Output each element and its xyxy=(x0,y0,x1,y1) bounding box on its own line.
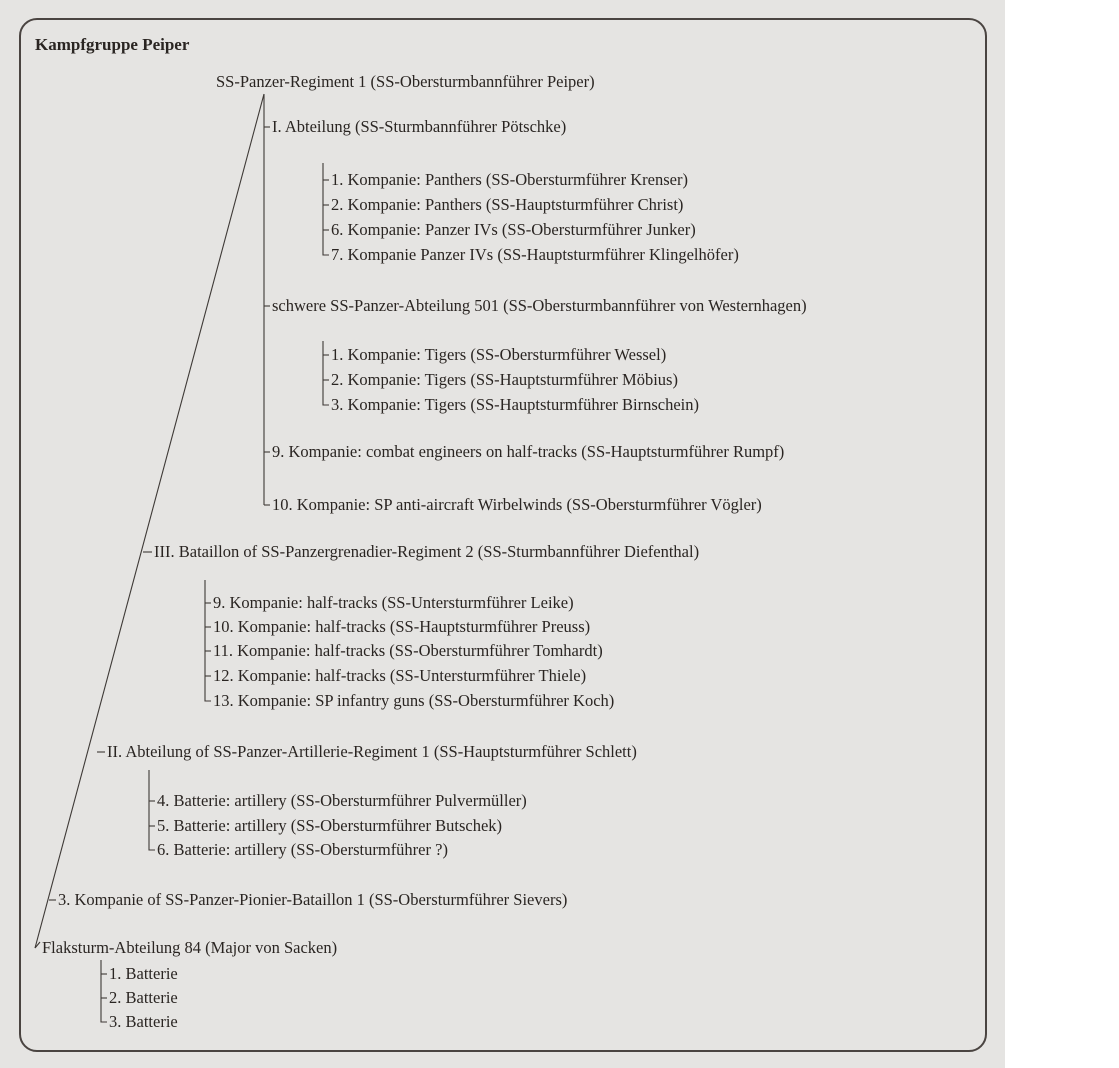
node-9-kompanie-engineers: 9. Kompanie: combat engineers on half-tracks (SS-Hauptsturmführer Rumpf) xyxy=(272,442,785,461)
node-flaksturm-abteilung-84: Flaksturm-Abteilung 84 (Major von Sacken) xyxy=(42,938,338,957)
node-9-kompanie-half-tracks: 9. Kompanie: half-tracks (SS-Untersturmführer Leike) xyxy=(213,593,574,612)
node-flak-3-batterie: 3. Batterie xyxy=(109,1012,178,1031)
node-2-kompanie-tigers: 2. Kompanie: Tigers (SS-Hauptsturmführer Möbius) xyxy=(331,370,678,389)
node-schwere-ss-panzer-abteilung-501: schwere SS-Panzer-Abteilung 501 (SS-Obersturmbannführer von Westernhagen) xyxy=(272,296,807,315)
node-4-batterie: 4. Batterie: artillery (SS-Obersturmführer Pulvermüller) xyxy=(157,791,527,810)
node-7-kompanie-panzer-ivs: 7. Kompanie Panzer IVs (SS-Hauptsturmführer Klingelhöfer) xyxy=(331,245,739,264)
node-6-kompanie-panzer-ivs: 6. Kompanie: Panzer IVs (SS-Obersturmführer Junker) xyxy=(331,220,696,239)
node-5-batterie: 5. Batterie: artillery (SS-Obersturmführer Butschek) xyxy=(157,816,503,835)
node-12-kompanie-half-tracks: 12. Kompanie: half-tracks (SS-Untersturmführer Thiele) xyxy=(213,666,587,685)
node-6-batterie: 6. Batterie: artillery (SS-Obersturmführer ?) xyxy=(157,840,448,859)
node-2-kompanie-panthers: 2. Kompanie: Panthers (SS-Hauptsturmführer Christ) xyxy=(331,195,684,214)
node-11-kompanie-half-tracks: 11. Kompanie: half-tracks (SS-Obersturmführer Tomhardt) xyxy=(213,641,603,660)
node-3-kompanie-pionier: 3. Kompanie of SS-Panzer-Pionier-Bataillon 1 (SS-Obersturmführer Sievers) xyxy=(58,890,568,909)
node-3-kompanie-tigers: 3. Kompanie: Tigers (SS-Hauptsturmführer Birnschein) xyxy=(331,395,700,414)
node-1-kompanie-panthers: 1. Kompanie: Panthers (SS-Obersturmführer Krenser) xyxy=(331,170,688,189)
diagram-title: Kampfgruppe Peiper xyxy=(35,35,190,54)
node-ii-abteilung-artillerie: II. Abteilung of SS-Panzer-Artillerie-Regiment 1 (SS-Hauptsturmführer Schlett) xyxy=(107,742,637,761)
node-ss-panzer-regiment-1: SS-Panzer-Regiment 1 (SS-Obersturmbannführer Peiper) xyxy=(216,72,595,91)
node-iii-bataillon: III. Bataillon of SS-Panzergrenadier-Regiment 2 (SS-Sturmbannführer Diefenthal) xyxy=(154,542,700,561)
node-13-kompanie-infantry-guns: 13. Kompanie: SP infantry guns (SS-Obersturmführer Koch) xyxy=(213,691,615,710)
node-10-kompanie-half-tracks: 10. Kompanie: half-tracks (SS-Hauptsturmführer Preuss) xyxy=(213,617,591,636)
node-1-kompanie-tigers: 1. Kompanie: Tigers (SS-Obersturmführer Wessel) xyxy=(331,345,667,364)
node-flak-1-batterie: 1. Batterie xyxy=(109,964,178,983)
node-flak-2-batterie: 2. Batterie xyxy=(109,988,178,1007)
node-i-abteilung: I. Abteilung (SS-Sturmbannführer Pötschke) xyxy=(272,117,567,136)
node-10-kompanie-wirbelwinds: 10. Kompanie: SP anti-aircraft Wirbelwinds (SS-Obersturmführer Vögler) xyxy=(272,495,762,514)
